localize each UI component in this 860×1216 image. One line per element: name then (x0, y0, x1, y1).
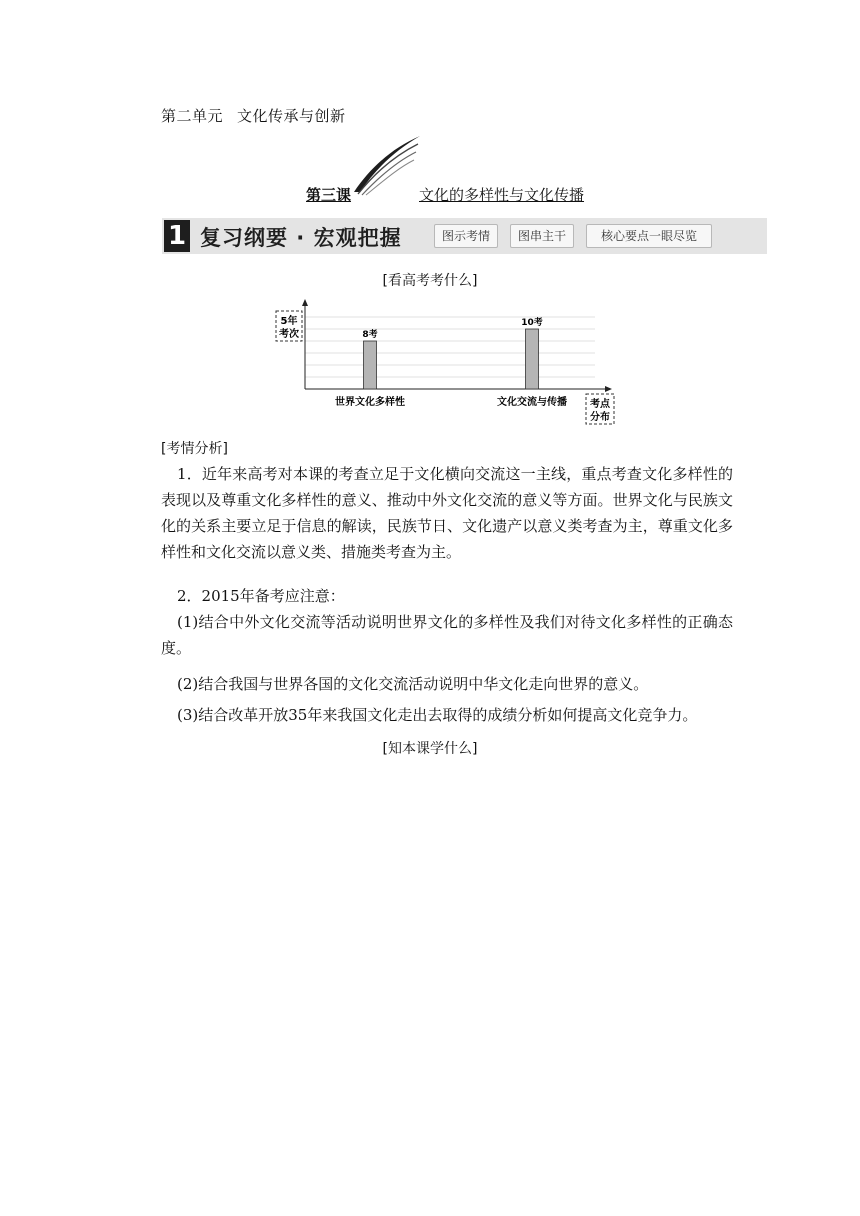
analysis-text-5: (3)结合改革开放35年来我国文化走出去取得的成绩分析如何提高文化竞争力。 (177, 706, 698, 724)
review-banner (162, 218, 767, 254)
exam-frequency-chart (270, 297, 620, 427)
analysis-paragraph-5 (161, 702, 733, 728)
y-axis-arrow-icon (302, 299, 308, 306)
exam-diagram-button[interactable]: 图示考情 (434, 224, 498, 248)
bar-data-label-2: 10考 (521, 318, 543, 328)
x-label-line1: 考点 (590, 399, 610, 410)
banner-title: 复习纲要 · 宏观把握 (200, 226, 402, 250)
unit-heading (161, 105, 346, 126)
bar-data-label-1: 8考 (362, 330, 378, 340)
x-axis-arrow-icon (605, 386, 612, 392)
bar-2 (526, 329, 539, 389)
x-label-line2: 分布 (590, 412, 610, 423)
analysis-text-4: (2)结合我国与世界各国的文化交流活动说明中华文化走向世界的意义。 (177, 675, 649, 693)
category-label-1: 世界文化多样性 (335, 397, 405, 408)
unit-number: 第二单元 (161, 107, 224, 125)
section-exam-title: [看高考考什么] (382, 273, 478, 289)
lesson-title: 文化的多样性与文化传播 (419, 186, 585, 204)
section-learn-title: [知本课学什么] (382, 741, 478, 757)
analysis-text-2: 2．2015年备考应注意： (177, 587, 345, 605)
analysis-text-1: 1．近年来高考对本课的考查立足于文化横向交流这一主线，重点考查文化多样性的表现以及尊重文化多样性的意义、推动中外文化交流的意义等方面。世界文化与民族文化的关系主要立足于信息的解读，民族节日、文化遗产以意义类考查为主，尊重文化多样性和文化交流以意义类、措施类考查为主。 (161, 465, 733, 561)
unit-title: 文化传承与创新 (237, 107, 346, 125)
analysis-text-3: (1)结合中外文化交流等活动说明世界文化的多样性及我们对待文化多样性的正确态度。 (161, 613, 733, 657)
main-line-button[interactable]: 图串主干 (510, 224, 574, 248)
banner-number: 1 (164, 220, 190, 252)
analysis-paragraph-2 (161, 583, 733, 609)
analysis-paragraph-4 (161, 671, 733, 697)
chart-gridlines (305, 317, 595, 377)
bar-1 (364, 341, 377, 389)
key-points-button[interactable]: 核心要点一眼尽览 (586, 224, 712, 248)
analysis-label: [考情分析] (161, 441, 228, 457)
y-label-line1: 5年 (280, 316, 298, 327)
lesson-number: 第三课 (306, 186, 352, 204)
analysis-paragraph-1 (161, 461, 733, 565)
analysis-paragraph-3 (161, 609, 733, 661)
category-label-2: 文化交流与传播 (497, 397, 567, 408)
swoosh-decoration-icon (352, 134, 422, 196)
y-label-line2: 考次 (279, 329, 299, 340)
